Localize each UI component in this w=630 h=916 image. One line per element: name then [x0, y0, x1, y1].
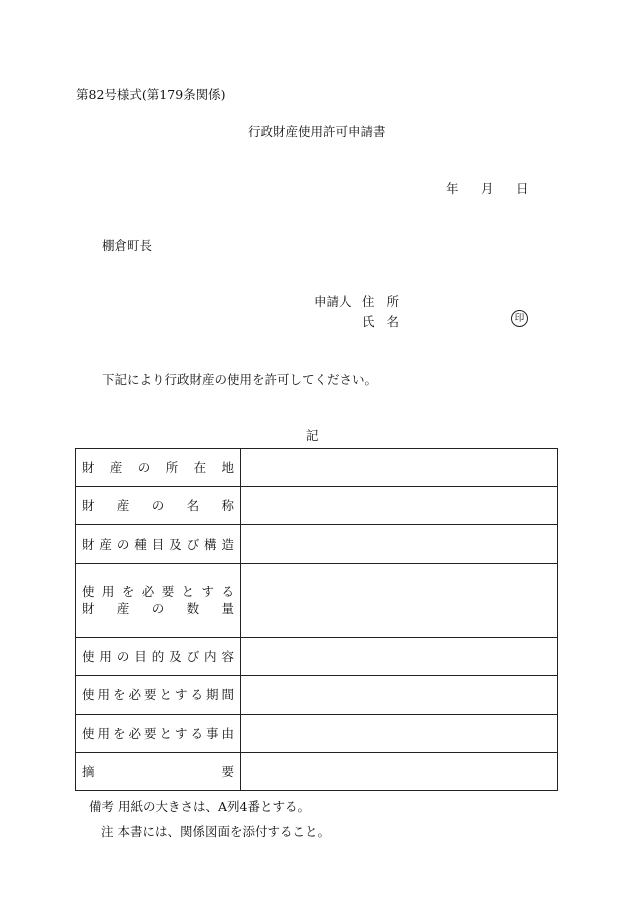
table-row: [76, 714, 558, 752]
row-value-cell[interactable]: [241, 638, 558, 676]
row-label: [76, 487, 241, 525]
row-value-cell[interactable]: [241, 487, 558, 525]
row-label: [76, 752, 241, 790]
row-label-line: 摘要: [82, 763, 234, 779]
table-row: [76, 752, 558, 790]
ki-heading: 記: [306, 428, 319, 443]
row-label-line: 財産の種目及び構造: [82, 536, 234, 552]
seal-mark: 印: [511, 310, 528, 327]
form-number: 第82号様式(第179条関係): [76, 87, 226, 102]
remark-note: 備考 用紙の大きさは、A列4番とする。: [89, 799, 310, 814]
row-value-cell[interactable]: [241, 676, 558, 714]
application-table: [75, 448, 558, 791]
row-label-line: 使用を必要とする: [82, 584, 234, 600]
date-month-label: 月: [481, 181, 494, 196]
date-day-label: 日: [516, 181, 529, 196]
document-title: 行政財産使用許可申請書: [248, 124, 386, 139]
table-row: [76, 563, 558, 637]
row-label: [76, 638, 241, 676]
table-row: [76, 487, 558, 525]
row-label: [76, 563, 241, 637]
row-value-cell[interactable]: [241, 563, 558, 637]
request-text: 下記により行政財産の使用を許可してください。: [102, 372, 378, 387]
applicant-label: 申請人: [314, 294, 352, 309]
row-label: [76, 525, 241, 563]
row-label-line: 財産の数量: [82, 601, 234, 617]
row-value-cell[interactable]: [241, 752, 558, 790]
address-label: 住所: [362, 294, 412, 309]
table-row: [76, 525, 558, 563]
name-label: 氏名: [362, 314, 412, 329]
row-label-line: 財産の所在地: [82, 460, 234, 476]
row-value-cell[interactable]: [241, 449, 558, 487]
row-label: [76, 714, 241, 752]
recipient: 棚倉町長: [102, 238, 153, 253]
table-row: [76, 676, 558, 714]
row-label-line: 使用の目的及び内容: [82, 649, 234, 665]
row-value-cell[interactable]: [241, 525, 558, 563]
table-row: [76, 449, 558, 487]
row-label: [76, 449, 241, 487]
row-label: [76, 676, 241, 714]
row-label-line: 使用を必要とする事由: [82, 725, 234, 741]
table-row: [76, 638, 558, 676]
row-label-line: 財産の名称: [82, 498, 234, 514]
date-year-label: 年: [446, 181, 459, 196]
row-value-cell[interactable]: [241, 714, 558, 752]
row-label-line: 使用を必要とする期間: [82, 687, 234, 703]
attachment-note: 注 本書には、関係図面を添付すること。: [101, 824, 330, 839]
